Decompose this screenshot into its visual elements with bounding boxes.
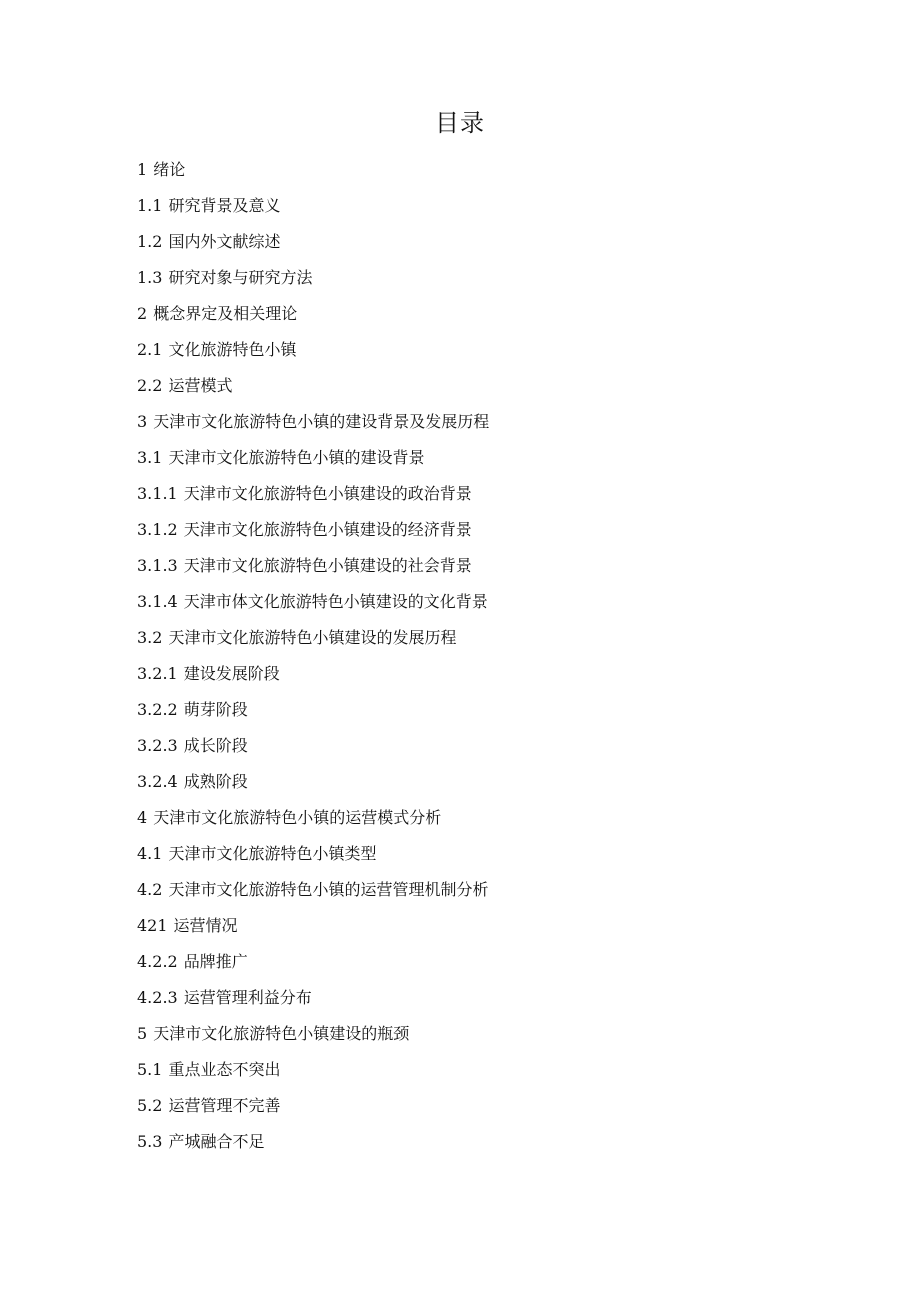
toc-entry-title: 研究背景及意义 xyxy=(168,196,281,215)
toc-entry-number: 4.2.2 xyxy=(137,952,178,971)
toc-entry-title: 天津市文化旅游特色小镇的建设背景 xyxy=(168,448,425,467)
toc-entry-number: 3.1.1 xyxy=(137,484,178,503)
toc-entry-title: 天津市文化旅游特色小镇类型 xyxy=(168,844,377,863)
toc-entry xyxy=(137,440,837,476)
toc-entry xyxy=(137,836,837,872)
toc-entry xyxy=(137,728,837,764)
toc-entry xyxy=(137,476,837,512)
toc-entry xyxy=(137,512,837,548)
toc-entry-title: 建设发展阶段 xyxy=(183,664,280,683)
toc-entry-title: 国内外文献综述 xyxy=(168,232,281,251)
toc-entry-number: 3 xyxy=(137,412,148,431)
toc-entry xyxy=(137,620,837,656)
toc-entry-number: 5.2 xyxy=(137,1096,163,1115)
toc-entry-title: 运营管理利益分布 xyxy=(183,988,312,1007)
toc-entry-title: 天津市文化旅游特色小镇的建设背景及发展历程 xyxy=(153,412,490,431)
toc-entry-number: 4.2.3 xyxy=(137,988,178,1007)
toc-entry-number: 3.1.4 xyxy=(137,592,178,611)
toc-entry-title: 文化旅游特色小镇 xyxy=(168,340,297,359)
toc-entry-number: 3.2.2 xyxy=(137,700,178,719)
toc-entry-title: 天津市体文化旅游特色小镇建设的文化背景 xyxy=(183,592,488,611)
toc-entry xyxy=(137,764,837,800)
toc-entry-number: 2 xyxy=(137,304,148,323)
toc-entry-title: 运营情况 xyxy=(173,916,238,935)
toc-entry xyxy=(137,692,837,728)
toc-entry-number: 2.2 xyxy=(137,376,163,395)
toc-entry-title: 绪论 xyxy=(153,160,186,179)
toc-entry-number: 3.1 xyxy=(137,448,163,467)
toc-entry-title: 运营管理不完善 xyxy=(168,1096,281,1115)
toc-entry-number: 5.3 xyxy=(137,1132,163,1151)
toc-entry-title: 天津市文化旅游特色小镇建设的发展历程 xyxy=(168,628,457,647)
toc-entry-number: 4.1 xyxy=(137,844,163,863)
toc-entry-number: 5 xyxy=(137,1024,148,1043)
toc-entry xyxy=(137,1016,837,1052)
toc-entry xyxy=(137,548,837,584)
toc-entry-title: 天津市文化旅游特色小镇的运营模式分析 xyxy=(153,808,442,827)
toc-entry xyxy=(137,584,837,620)
toc-entry-number: 3.2 xyxy=(137,628,163,647)
toc-entry-number: 3.2.4 xyxy=(137,772,178,791)
toc-entry-title: 重点业态不突出 xyxy=(168,1060,281,1079)
toc-entry-title: 成长阶段 xyxy=(183,736,248,755)
toc-entry-number: 4.2 xyxy=(137,880,163,899)
toc-entry xyxy=(137,332,837,368)
toc-entry-title: 研究对象与研究方法 xyxy=(168,268,313,287)
toc-entry-title: 天津市文化旅游特色小镇建设的政治背景 xyxy=(183,484,472,503)
toc-entry-number: 421 xyxy=(137,916,168,935)
toc-entry-number: 1.2 xyxy=(137,232,163,251)
toc-entry xyxy=(137,1052,837,1088)
toc-entry-title: 天津市文化旅游特色小镇的运营管理机制分析 xyxy=(168,880,489,899)
toc-entry-title: 天津市文化旅游特色小镇建设的社会背景 xyxy=(183,556,472,575)
toc-entry-title: 天津市文化旅游特色小镇建设的经济背景 xyxy=(183,520,472,539)
toc-entry xyxy=(137,224,837,260)
toc-entry xyxy=(137,872,837,908)
toc-entry-number: 1.1 xyxy=(137,196,163,215)
toc-entry-title: 成熟阶段 xyxy=(183,772,248,791)
toc-entry-number: 3.2.1 xyxy=(137,664,178,683)
toc-entry xyxy=(137,1124,837,1160)
toc-entry-title: 运营模式 xyxy=(168,376,233,395)
toc-entry-number: 2.1 xyxy=(137,340,163,359)
toc-entry-number: 5.1 xyxy=(137,1060,163,1079)
toc-entry-number: 3.1.2 xyxy=(137,520,178,539)
toc-entry xyxy=(137,656,837,692)
toc-entry-title: 概念界定及相关理论 xyxy=(153,304,298,323)
toc-entry xyxy=(137,260,837,296)
toc-entry-number: 3.2.3 xyxy=(137,736,178,755)
toc-entry xyxy=(137,1088,837,1124)
toc-entry xyxy=(137,800,837,836)
toc-entry-title: 萌芽阶段 xyxy=(183,700,248,719)
toc-entry-number: 3.1.3 xyxy=(137,556,178,575)
toc-entry-number: 4 xyxy=(137,808,148,827)
toc-entry xyxy=(137,152,837,188)
toc-entry xyxy=(137,368,837,404)
page-title: 目录 xyxy=(435,109,485,137)
toc-entry xyxy=(137,980,837,1016)
table-of-contents xyxy=(137,152,837,1160)
toc-entry xyxy=(137,188,837,224)
toc-entry-number: 1 xyxy=(137,160,148,179)
toc-entry-number: 1.3 xyxy=(137,268,163,287)
toc-entry-title: 天津市文化旅游特色小镇建设的瓶颈 xyxy=(153,1024,410,1043)
toc-entry-title: 品牌推广 xyxy=(183,952,248,971)
toc-entry xyxy=(137,944,837,980)
toc-entry-title: 产城融合不足 xyxy=(168,1132,265,1151)
toc-entry xyxy=(137,296,837,332)
toc-entry xyxy=(137,908,837,944)
toc-entry xyxy=(137,404,837,440)
